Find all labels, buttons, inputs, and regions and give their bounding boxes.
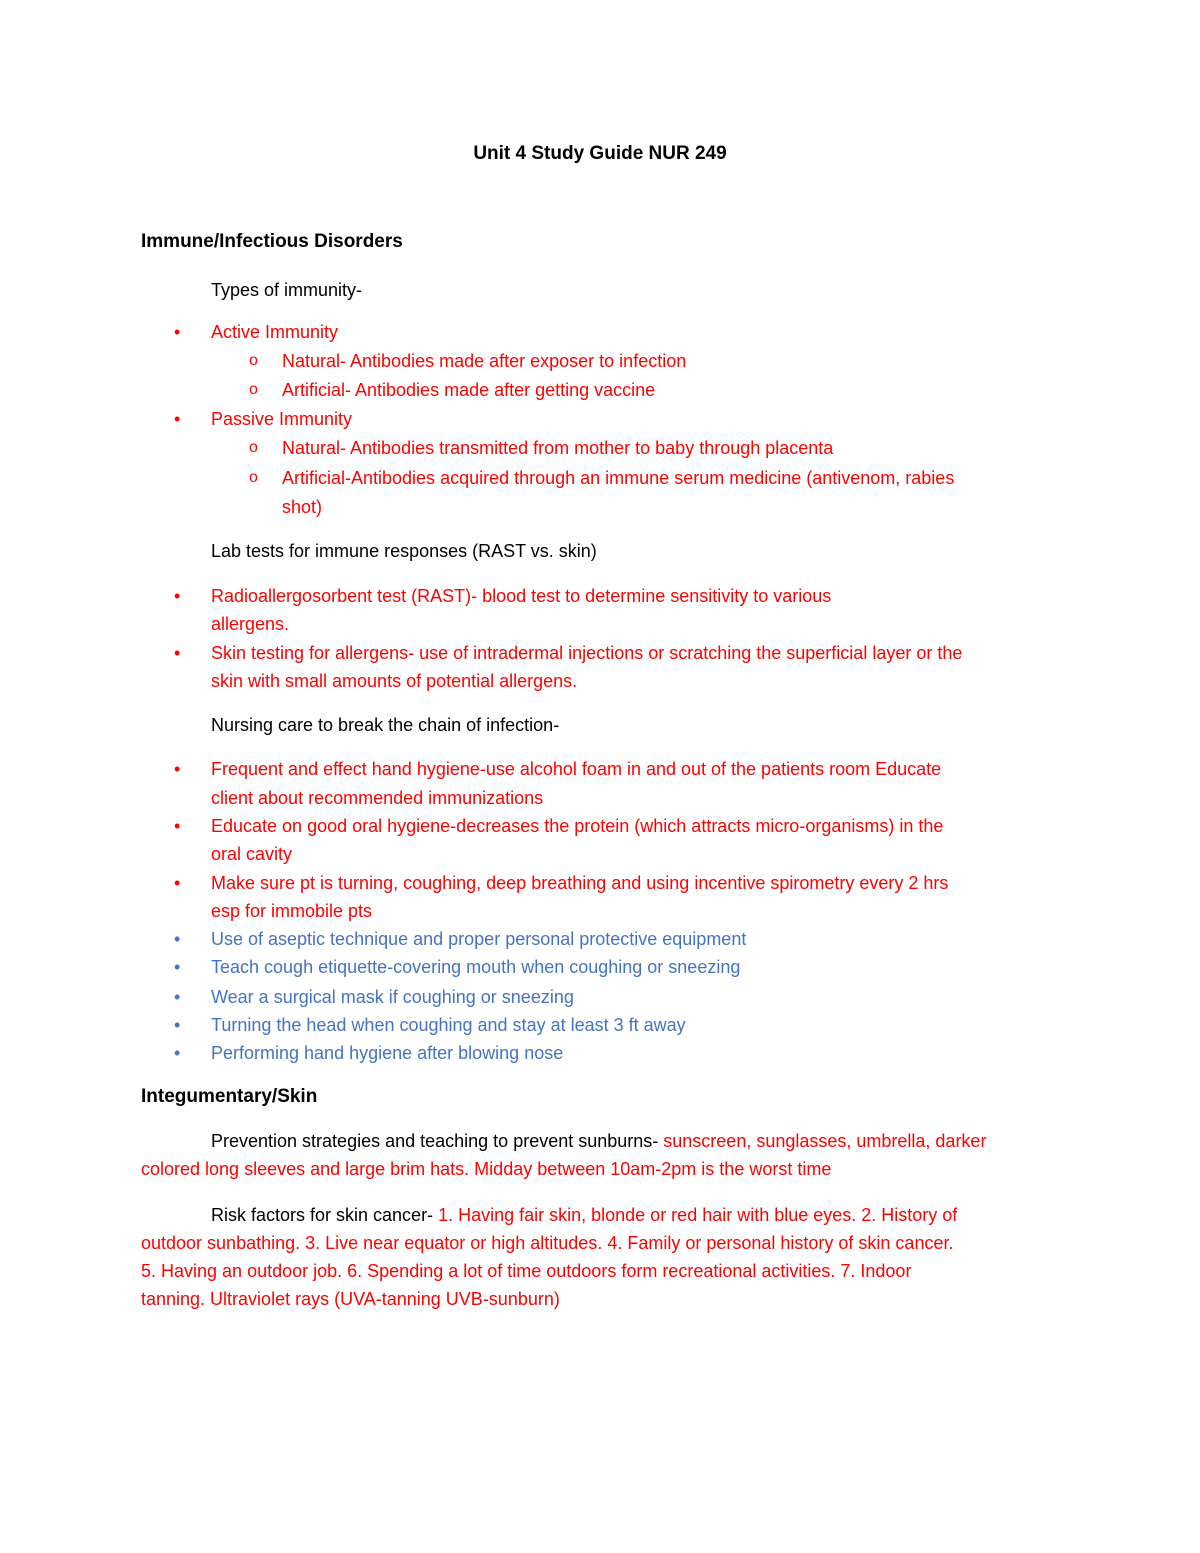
bullet-icon: • (174, 586, 181, 606)
bullet-icon: • (174, 409, 181, 429)
sunburn-answer: sunscreen, sunglasses, umbrella, darker (658, 1131, 987, 1151)
list-item: Performing hand hygiene after blowing nose (211, 1043, 564, 1063)
nursing-care-label: Nursing care to break the chain of infection- (211, 715, 560, 735)
bullet-icon: • (174, 322, 181, 342)
sub-bullet-icon: o (249, 469, 258, 486)
list-item: Radioallergosorbent test (RAST)- blood test to determine sensitivity to various (211, 586, 832, 606)
bullet-icon: • (174, 873, 181, 893)
list-item-continuation: oral cavity (211, 844, 293, 864)
list-item-continuation: shot) (282, 497, 323, 517)
bullet-icon: • (174, 643, 181, 663)
sub-bullet-icon: o (249, 381, 258, 398)
risk-question: Risk factors for skin cancer- (211, 1205, 434, 1225)
list-item: Educate on good oral hygiene-decreases the protein (which attracts micro-organisms) in the (211, 816, 944, 836)
list-item: Natural- Antibodies transmitted from mother to baby through placenta (282, 438, 834, 458)
list-item: Active Immunity (211, 322, 339, 342)
sunburn-paragraph-line (211, 1130, 986, 1152)
risk-paragraph-line (211, 1204, 957, 1226)
bullet-icon: • (174, 759, 181, 779)
list-item-continuation: client about recommended immunizations (211, 788, 544, 808)
risk-answer: 1. Having fair skin, blonde or red hair with blue eyes. 2. History of (433, 1205, 958, 1225)
bullet-icon: • (174, 1015, 181, 1035)
sunburn-answer-continuation: colored long sleeves and large brim hats. Midday between 10am-2pm is the worst time (141, 1159, 832, 1179)
list-item: Use of aseptic technique and proper personal protective equipment (211, 929, 747, 949)
page-title: Unit 4 Study Guide NUR 249 (473, 143, 727, 164)
list-item: Teach cough etiquette-covering mouth when coughing or sneezing (211, 957, 741, 977)
risk-answer-continuation: outdoor sunbathing. 3. Live near equator or high altitudes. 4. Family or personal history of skin cancer. (141, 1233, 954, 1253)
bullet-icon: • (174, 816, 181, 836)
list-item: Turning the head when coughing and stay at least 3 ft away (211, 1015, 686, 1035)
bullet-icon: • (174, 1043, 181, 1063)
risk-answer-continuation: tanning. Ultraviolet rays (UVA-tanning UVB-sunburn) (141, 1289, 560, 1309)
section-heading-immune: Immune/Infectious Disorders (141, 231, 403, 252)
list-item: Passive Immunity (211, 409, 353, 429)
sub-bullet-icon: o (249, 352, 258, 369)
list-item-continuation: skin with small amounts of potential allergens. (211, 671, 578, 691)
bullet-icon: • (174, 957, 181, 977)
risk-answer-continuation: 5. Having an outdoor job. 6. Spending a lot of time outdoors form recreational activities. 7. Indoor (141, 1261, 912, 1281)
list-item: Skin testing for allergens- use of intradermal injections or scratching the superficial layer or the (211, 643, 963, 663)
list-item: Make sure pt is turning, coughing, deep breathing and using incentive spirometry every 2 hrs (211, 873, 949, 893)
bullet-icon: • (174, 929, 181, 949)
bullet-icon: • (174, 987, 181, 1007)
list-item-continuation: esp for immobile pts (211, 901, 373, 921)
types-of-immunity-label: Types of immunity- (211, 280, 363, 300)
list-item: Frequent and effect hand hygiene-use alcohol foam in and out of the patients room Educate (211, 759, 942, 779)
lab-tests-label: Lab tests for immune responses (RAST vs. skin) (211, 541, 597, 561)
sunburn-question: Prevention strategies and teaching to prevent sunburns- (211, 1131, 659, 1151)
list-item-continuation: allergens. (211, 614, 290, 634)
sub-bullet-icon: o (249, 439, 258, 456)
list-item: Artificial-Antibodies acquired through an immune serum medicine (antivenom, rabies (282, 468, 955, 488)
section-heading-skin: Integumentary/Skin (141, 1086, 318, 1107)
list-item: Wear a surgical mask if coughing or sneezing (211, 987, 574, 1007)
list-item: Artificial- Antibodies made after getting vaccine (282, 380, 656, 400)
list-item: Natural- Antibodies made after exposer to infection (282, 351, 687, 371)
